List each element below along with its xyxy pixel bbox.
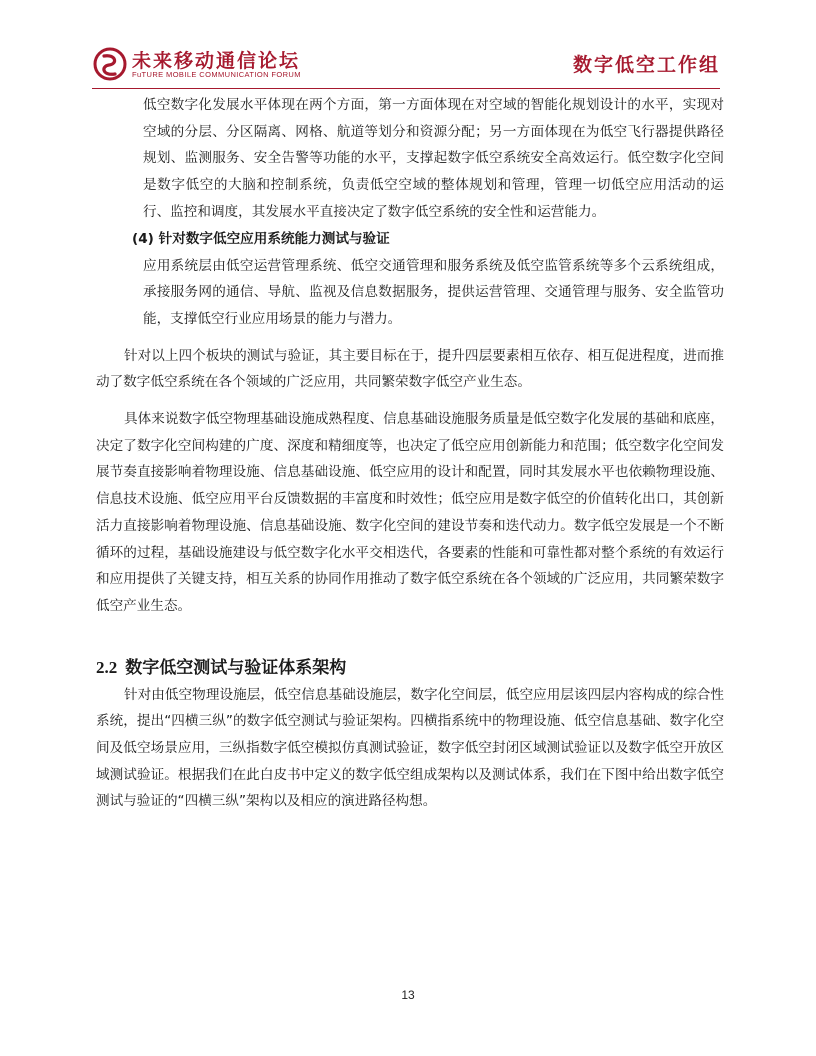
future-forum-logo-icon (92, 46, 128, 82)
section-number: 2.2 (96, 657, 118, 677)
detail-paragraph: 具体来说数字低空物理基础设施成熟程度、信息基础设施服务质量是低空数字化发展的基础和底座，决定了数字化空间构建的广度、深度和精细度等，也决定了低空应用创新能力和范围；低空数字化空间发展节奏直接影响着物理设施、信息基础设施、低空应用的设计和配置，同时其发展水平也依赖物理设施、信息技术设施、低空应用平台反馈数据的丰富度和时效性；低空应用是数字低空的价值转化出口，其创新活力直接影响着物理设施、信息基础设施、数字化空间的建设节奏和迭代动力。数字低空发展是一个不断循环的过程，基础设施建设与低空数字化水平交相迭代，各要素的性能和可靠性都对整个系统的有效运行和应用提供了关键支持，相互关系的协同作用推动了数字低空系统在各个领域的广泛应用，共同繁荣数字低空产业生态。 (96, 411, 724, 614)
page-number: 13 (401, 988, 415, 1002)
paragraph-gap (96, 396, 724, 406)
paragraph-gap (96, 333, 724, 343)
page-content (96, 92, 724, 815)
header-divider (92, 88, 720, 89)
body-paragraph-continuation: 低空数字化发展水平体现在两个方面，第一方面体现在对空域的智能化规划设计的水平，实现对空域的分层、分区隔离、网格、航道等划分和资源分配；另一方面体现在为低空飞行器提供路径规划、监测服务、安全告警等功能的水平，支撑起数字低空系统安全高效运行。低空数字化空间是数字低空的大脑和控制系统，负责低空空域的整体规划和管理，管理一切低空应用活动的运行、监控和调度，其发展水平直接决定了数字低空系统的安全性和运营能力。 (143, 97, 724, 220)
summary-paragraph: 针对以上四个板块的测试与验证，其主要目标在于，提升四层要素相互依存、相互促进程度，进而推动了数字低空系统在各个领域的广泛应用，共同繁荣数字低空产业生态。 (96, 347, 724, 391)
item-4-heading: (4) 针对数字低空应用系统能力测试与验证 (132, 230, 390, 247)
working-group-name: 数字低空工作组 (572, 54, 720, 76)
page-header (0, 0, 816, 90)
section-title: 数字低空测试与验证体系架构 (125, 657, 347, 678)
section-heading (96, 654, 724, 682)
org-name-cn: 未来移动通信论坛 (132, 50, 301, 72)
item-4-paragraph: 应用系统层由低空运营管理系统、低空交通管理和服务系统及低空监管系统等多个云系统组成，承接服务网的通信、导航、监视及信息数据服务，提供运营管理、交通管理与服务、安全监管功能，支撑低空行业应用场景的能力与潜力。 (143, 257, 724, 327)
org-name-en: FuTURE MOBILE COMMUNICATION FORUM (132, 70, 301, 79)
section-paragraph: 针对由低空物理设施层，低空信息基础设施层，数字化空间层，低空应用层该四层内容构成的综合性系统，提出“四横三纵”的数字低空测试与验证架构。四横指系统中的物理设施、低空信息基础、数字化空间及低空场景应用，三纵指数字低空模拟仿真测试验证，数字低空封闭区域测试验证以及数字低空开放区域测试验证。根据我们在此白皮书中定义的数字低空组成架构以及测试体系，我们在下图中给出数字低空测试与验证的“四横三纵”架构以及相应的演进路径构想。 (96, 686, 724, 810)
